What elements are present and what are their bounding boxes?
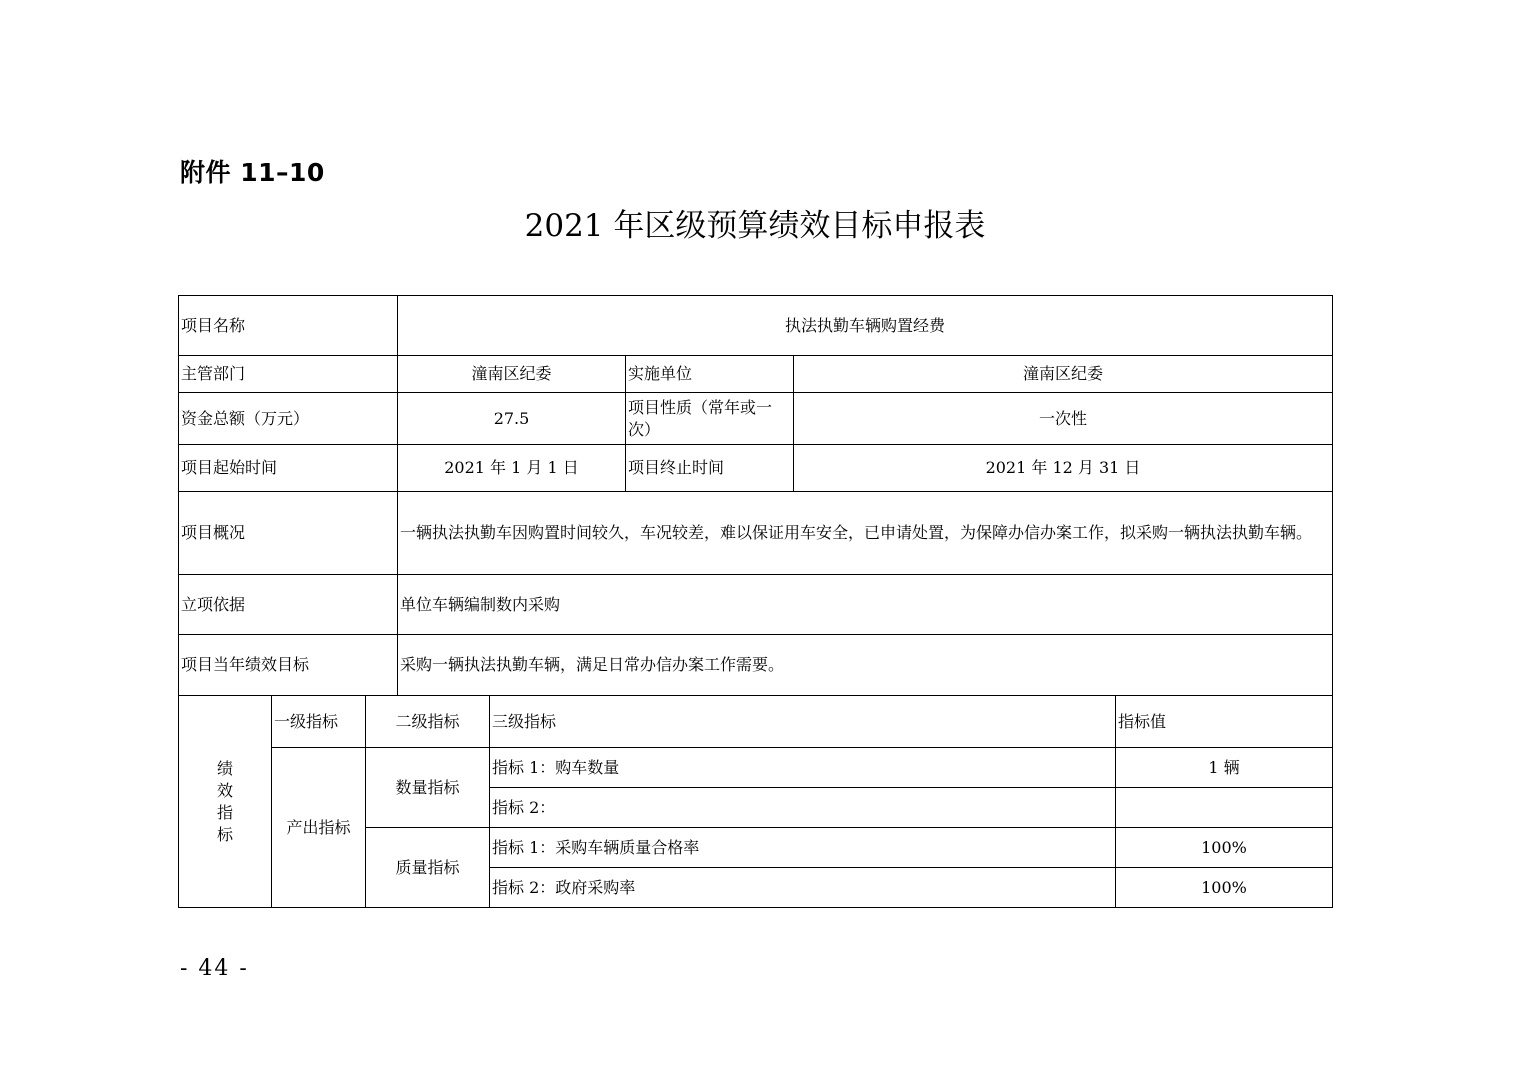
overview-label: 项目概况 (179, 492, 398, 575)
page-title: 2021 年区级预算绩效目标申报表 (524, 208, 986, 244)
overview-value: 一辆执法执勤车因购置时间较久，车况较差，难以保证用车安全，已申请处置，为保障办信办案工作，拟采购一辆执法执勤车辆。 (398, 492, 1333, 575)
indicator-cell: 指标 1：购车数量 (490, 748, 1116, 788)
indicator-cell: 指标 2：政府采购率 (490, 868, 1116, 908)
project-info-table (178, 295, 1333, 696)
indicator-value: 1 辆 (1116, 748, 1333, 788)
value-header: 指标值 (1116, 696, 1333, 748)
goal-label: 项目当年绩效目标 (179, 635, 398, 696)
page-number: - 44 - (180, 956, 249, 981)
section-char: 标 (216, 824, 233, 844)
project-name-label: 项目名称 (179, 296, 398, 356)
indicator-value: 100% (1116, 828, 1333, 868)
level1-output: 产出指标 (272, 748, 366, 908)
indicator-cell: 指标 2： (490, 788, 1116, 828)
end-value: 2021 年 12 月 31 日 (794, 445, 1333, 492)
performance-table (178, 695, 1333, 908)
nature-value: 一次性 (794, 393, 1333, 445)
attachment-label: 附件 11–10 (180, 158, 325, 187)
goal-value: 采购一辆执法执勤车辆，满足日常办信办案工作需要。 (398, 635, 1333, 696)
level2-header: 二级指标 (366, 696, 490, 748)
funds-value: 27.5 (398, 393, 626, 445)
nature-label: 项目性质（常年或一次） (626, 393, 794, 445)
level1-header: 一级指标 (272, 696, 366, 748)
section-char: 指 (216, 802, 233, 822)
section-char: 效 (216, 780, 233, 800)
start-value: 2021 年 1 月 1 日 (398, 445, 626, 492)
indicator-cell: 指标 1：采购车辆质量合格率 (490, 828, 1116, 868)
dept-label: 主管部门 (179, 356, 398, 393)
level2-quantity: 数量指标 (366, 748, 490, 828)
basis-label: 立项依据 (179, 575, 398, 635)
dept-value: 潼南区纪委 (398, 356, 626, 393)
start-label: 项目起始时间 (179, 445, 398, 492)
project-name-value: 执法执勤车辆购置经费 (398, 296, 1333, 356)
impl-label: 实施单位 (626, 356, 794, 393)
basis-value: 单位车辆编制数内采购 (398, 575, 1333, 635)
indicator-value (1116, 788, 1333, 828)
funds-label: 资金总额（万元） (179, 393, 398, 445)
performance-section-label (179, 696, 272, 908)
section-char: 绩 (216, 758, 233, 778)
level3-header: 三级指标 (490, 696, 1116, 748)
impl-value: 潼南区纪委 (794, 356, 1333, 393)
indicator-value: 100% (1116, 868, 1333, 908)
end-label: 项目终止时间 (626, 445, 794, 492)
level2-quality: 质量指标 (366, 828, 490, 908)
